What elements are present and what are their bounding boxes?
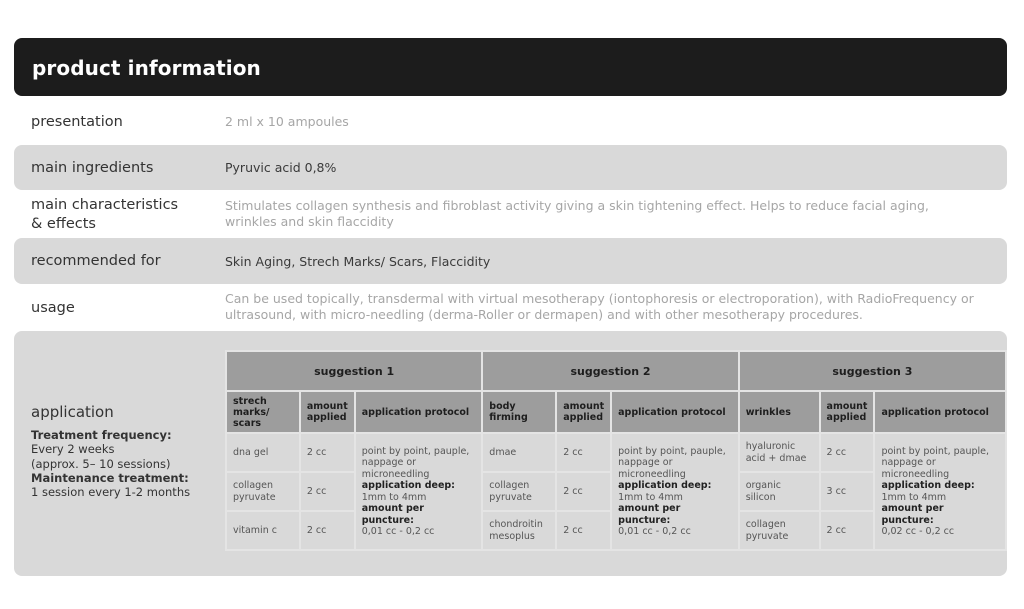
s1-protocol-header: application protocol [355, 391, 483, 433]
suggestion-1-header: suggestion 1 [226, 351, 482, 391]
row-main-characteristics [14, 191, 1007, 237]
main-characteristics-label-line2: & effects [31, 216, 96, 232]
s2-puncture-value: 0,01 cc - 0,2 cc [618, 526, 691, 537]
main-characteristics-label-line1: main characteristics [31, 197, 179, 213]
s3-protocol-header: application protocol [874, 391, 1006, 433]
s2-protocol-cell [611, 433, 739, 550]
maintenance-label: Maintenance treatment: [31, 470, 189, 485]
suggestion-3-header: suggestion 3 [739, 351, 1006, 391]
s1-item-amount: 2 cc [300, 472, 355, 511]
s3-amount-header: amount applied [820, 391, 875, 433]
s2-item-name: dmae [482, 433, 556, 472]
s3-item-name: organic silicon [739, 472, 820, 511]
table-row [226, 433, 1006, 472]
usage-label: usage [31, 300, 75, 316]
s1-puncture-label: amount per puncture: [361, 503, 424, 526]
suggestions-table [225, 350, 1007, 551]
s2-item-name: collagen pyruvate [482, 472, 556, 511]
s1-deep-label: application deep: [361, 480, 455, 491]
maintenance-value: 1 session every 1-2 months [31, 485, 191, 500]
usage-value: Can be used topically, transdermal with virtual mesotherapy (iontophoresis or electroporation), with RadioFrequency or ultrasound, with micro-needling (derma-Roller or dermapen) and with other mesotherapy procedures. [225, 291, 974, 322]
s1-item-amount: 2 cc [300, 511, 355, 550]
s1-item-amount: 2 cc [300, 433, 355, 472]
s3-deep-value: 1mm to 4mm [881, 491, 947, 503]
s3-item-name: collagen pyruvate [739, 511, 820, 550]
s2-deep-label: application deep: [618, 480, 712, 491]
s2-item-amount: 2 cc [556, 433, 611, 472]
s3-item-name: hyaluronic acid + dmae [739, 433, 820, 472]
application-title: application [31, 403, 114, 421]
s2-protocol-text: point by point, pauple, nappage or microneedling [618, 445, 726, 480]
s2-item-amount: 2 cc [556, 511, 611, 550]
s2-item-amount: 2 cc [556, 472, 611, 511]
page-title: product information [32, 56, 261, 80]
presentation-value: 2 ml x 10 ampoules [225, 114, 349, 129]
s1-amount-header: amount applied [300, 391, 355, 433]
s1-item-name: vitamin c [226, 511, 300, 550]
s1-item-name: dna gel [226, 433, 300, 472]
main-characteristics-value: Stimulates collagen synthesis and fibroblast activity giving a skin tightening effect. Helps to reduce facial aging, wrinkles and skin flaccidity [225, 198, 929, 229]
row-usage [14, 286, 1007, 330]
treatment-frequency-line1: Every 2 weeks [31, 442, 115, 457]
application-notes [31, 428, 211, 499]
s2-target-header: body firming [482, 391, 556, 433]
s3-puncture-value: 0,02 cc - 0,2 cc [881, 526, 955, 537]
s3-protocol-cell [874, 433, 1006, 550]
recommended-for-label: recommended for [31, 253, 161, 269]
s1-item-name: collagen pyruvate [226, 472, 300, 511]
s3-deep-label: application deep: [881, 480, 975, 491]
s3-protocol-text: point by point, pauple, nappage or microneedling [881, 445, 990, 480]
s2-deep-value: 1mm to 4mm [618, 491, 683, 503]
main-ingredients-value: Pyruvic acid 0,8% [225, 160, 337, 175]
s2-amount-header: amount applied [556, 391, 611, 433]
s1-protocol-text: point by point, pauple, nappage or microneedling [361, 445, 470, 480]
application-panel [14, 331, 1007, 576]
presentation-label: presentation [31, 114, 123, 130]
s3-item-amount: 3 cc [820, 472, 875, 511]
main-characteristics-label [31, 196, 178, 234]
header-bar [14, 38, 1007, 96]
recommended-for-value: Skin Aging, Strech Marks/ Scars, Flaccidity [225, 254, 491, 269]
s3-item-amount: 2 cc [820, 511, 875, 550]
row-recommended-for [14, 238, 1007, 284]
s3-target-header: wrinkles [739, 391, 820, 433]
s3-item-amount: 2 cc [820, 433, 875, 472]
s1-deep-value: 1mm to 4mm [361, 491, 427, 503]
s2-item-name: chondroitin mesoplus [482, 511, 556, 550]
s2-protocol-header: application protocol [611, 391, 739, 433]
s2-puncture-label: amount per puncture: [618, 503, 681, 526]
suggestion-2-header: suggestion 2 [482, 351, 738, 391]
s1-protocol-cell [355, 433, 483, 550]
s3-puncture-label: amount per puncture: [881, 503, 944, 526]
s1-target-header: strech marks/ scars [226, 391, 300, 433]
row-main-ingredients [14, 145, 1007, 190]
treatment-frequency-label: Treatment frequency: [31, 428, 172, 442]
main-ingredients-label: main ingredients [31, 160, 154, 176]
treatment-frequency-line2: (approx. 5– 10 sessions) [31, 456, 171, 471]
row-presentation [14, 100, 1007, 144]
s1-puncture-value: 0,01 cc - 0,2 cc [361, 526, 435, 537]
